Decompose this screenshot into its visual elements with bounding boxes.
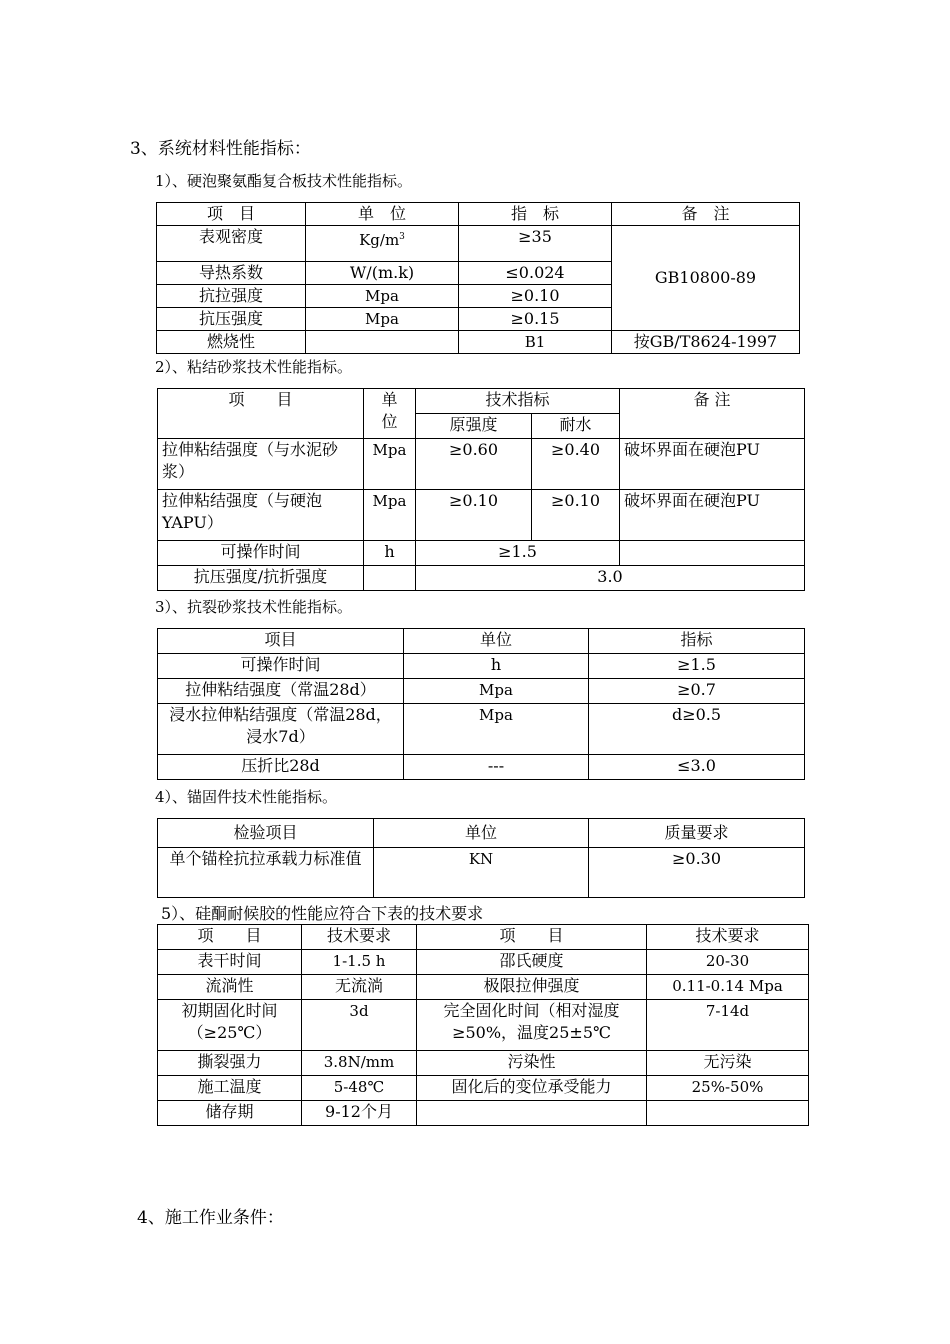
cell-item: 抗压强度/抗折强度 [158,566,364,591]
header-cell: 备 注 [612,203,800,226]
cell-unit: Mpa [404,679,589,704]
cell-item: 拉伸粘结强度（与水泥砂浆） [158,439,364,490]
cell-value: ≤0.024 [459,262,612,285]
cell-value: ≥0.40 [532,439,620,490]
header-cell: 技术要求 [647,925,809,950]
header-cell: 单 位 [306,203,459,226]
table-row [158,541,805,566]
cell-value: 20-30 [647,950,809,975]
table-5-heading: 5）、硅酮耐候胶的性能应符合下表的技术要求 [161,904,484,923]
header-cell: 单位 [374,819,589,848]
header-cell: 单位 [404,629,589,654]
cell-unit: Mpa [364,490,416,541]
cell-item: 储存期 [158,1101,302,1126]
cell-unit: h [404,654,589,679]
cell-note: 破坏界面在硬泡PU [620,439,805,490]
cell-item: 完全固化时间（相对湿度≥50%，温度25±5℃ [417,1000,647,1051]
table-row [158,975,809,1000]
cell-item: 燃烧性 [157,331,306,354]
cell-value: ≥0.10 [459,285,612,308]
cell-value: ≥0.10 [532,490,620,541]
cell-value: 5-48℃ [302,1076,417,1101]
cell-value: ≤3.0 [589,755,805,780]
table-row [158,566,805,591]
cell-item: 可操作时间 [158,541,364,566]
header-cell: 技术要求 [302,925,417,950]
cell-value: ≥35 [459,226,612,262]
table-row [158,439,805,490]
table-3-heading: 3）、抗裂砂浆技术性能指标。 [155,598,353,616]
cell-value: 无流淌 [302,975,417,1000]
cell-value: 9-12个月 [302,1101,417,1126]
header-cell: 指标 [589,629,805,654]
header-cell: 项 目 [157,203,306,226]
cell-value: 1-1.5 h [302,950,417,975]
cell-value: ≥0.30 [589,848,805,898]
section-4-title: 4、施工作业条件： [137,1208,284,1228]
cell-unit: Mpa [364,439,416,490]
table-row [158,1000,809,1051]
table-4-heading: 4）、锚固件技术性能指标。 [155,788,338,806]
section-3-title: 3、系统材料性能指标： [130,139,311,159]
table-1-polyurethane [156,202,800,354]
cell-value: ≥0.15 [459,308,612,331]
cell-unit: W/(m.k) [306,262,459,285]
table-row [158,704,805,755]
cell-item: 可操作时间 [158,654,404,679]
cell-unit: h [364,541,416,566]
cell-value: 无污染 [647,1051,809,1076]
table-row [158,1051,809,1076]
table-row [158,389,805,414]
cell-item [417,1101,647,1126]
table-2-bonding-mortar [157,388,805,591]
cell-item: 表观密度 [157,226,306,262]
table-row [158,654,805,679]
table-row [158,490,805,541]
cell-note [620,541,805,566]
cell-item: 单个锚栓抗拉承载力标准值 [158,848,374,898]
cell-value: 3.0 [416,566,805,591]
cell-unit [306,331,459,354]
cell-item: 流淌性 [158,975,302,1000]
cell-item: 拉伸粘结强度（常温28d） [158,679,404,704]
cell-item: 初期固化时间（≥25℃） [158,1000,302,1051]
cell-unit: --- [404,755,589,780]
table-row [158,679,805,704]
cell-unit [364,566,416,591]
cell-value: ≥0.10 [416,490,532,541]
table-3-anticrack-mortar [157,628,805,780]
cell-value: B1 [459,331,612,354]
table-4-anchor [157,818,805,898]
table-row [158,950,809,975]
header-cell: 单位 [364,389,416,439]
cell-item: 撕裂强力 [158,1051,302,1076]
table-row [158,629,805,654]
cell-value: 3.8N/mm [302,1051,417,1076]
table-5-silicone-sealant [157,924,809,1126]
table-row [158,819,805,848]
table-row [158,1101,809,1126]
cell-unit [306,226,459,262]
cell-note-merged: GB10800-89 [612,226,800,331]
table-row [157,226,800,262]
cell-item: 浸水拉伸粘结强度（常温28d，浸水7d） [158,704,404,755]
table-row [157,203,800,226]
cell-value: 7-14d [647,1000,809,1051]
cell-item: 邵氏硬度 [417,950,647,975]
cell-item: 抗压强度 [157,308,306,331]
header-cell: 原强度 [416,414,532,439]
cell-item: 表干时间 [158,950,302,975]
cell-item: 固化后的变位承受能力 [417,1076,647,1101]
table-row [158,925,809,950]
cell-note: 破坏界面在硬泡PU [620,490,805,541]
cell-unit: Mpa [306,285,459,308]
unit-text: Kg/m [359,231,400,249]
cell-item: 导热系数 [157,262,306,285]
header-cell: 指 标 [459,203,612,226]
cell-note: 按GB/T8624-1997 [612,331,800,354]
cell-unit: KN [374,848,589,898]
cell-item: 抗拉强度 [157,285,306,308]
cell-item: 施工温度 [158,1076,302,1101]
cell-unit: Mpa [306,308,459,331]
header-cell: 项 目 [158,389,364,439]
table-row [158,755,805,780]
header-cell: 项 目 [417,925,647,950]
header-cell: 耐水 [532,414,620,439]
cell-unit: Mpa [404,704,589,755]
table-1-heading: 1）、硬泡聚氨酯复合板技术性能指标。 [155,172,413,190]
cell-value: 3d [302,1000,417,1051]
cell-value: 25%-50% [647,1076,809,1101]
header-cell: 技术指标 [416,389,620,414]
header-cell: 项目 [158,629,404,654]
cell-item: 压折比28d [158,755,404,780]
cell-item: 拉伸粘结强度（与硬泡YAPU） [158,490,364,541]
cell-value [647,1101,809,1126]
table-row [157,331,800,354]
cell-value: ≥0.7 [589,679,805,704]
table-row [158,848,805,898]
cell-item: 污染性 [417,1051,647,1076]
unit-superscript: 3 [399,232,405,242]
cell-value: d≥0.5 [589,704,805,755]
cell-value: ≥0.60 [416,439,532,490]
cell-value: ≥1.5 [589,654,805,679]
cell-value: 0.11-0.14 Mpa [647,975,809,1000]
header-cell: 备 注 [620,389,805,439]
header-cell: 质量要求 [589,819,805,848]
cell-value: ≥1.5 [416,541,620,566]
table-row [158,1076,809,1101]
cell-item: 极限拉伸强度 [417,975,647,1000]
header-cell: 项 目 [158,925,302,950]
header-cell: 检验项目 [158,819,374,848]
table-2-heading: 2）、粘结砂浆技术性能指标。 [155,358,353,376]
